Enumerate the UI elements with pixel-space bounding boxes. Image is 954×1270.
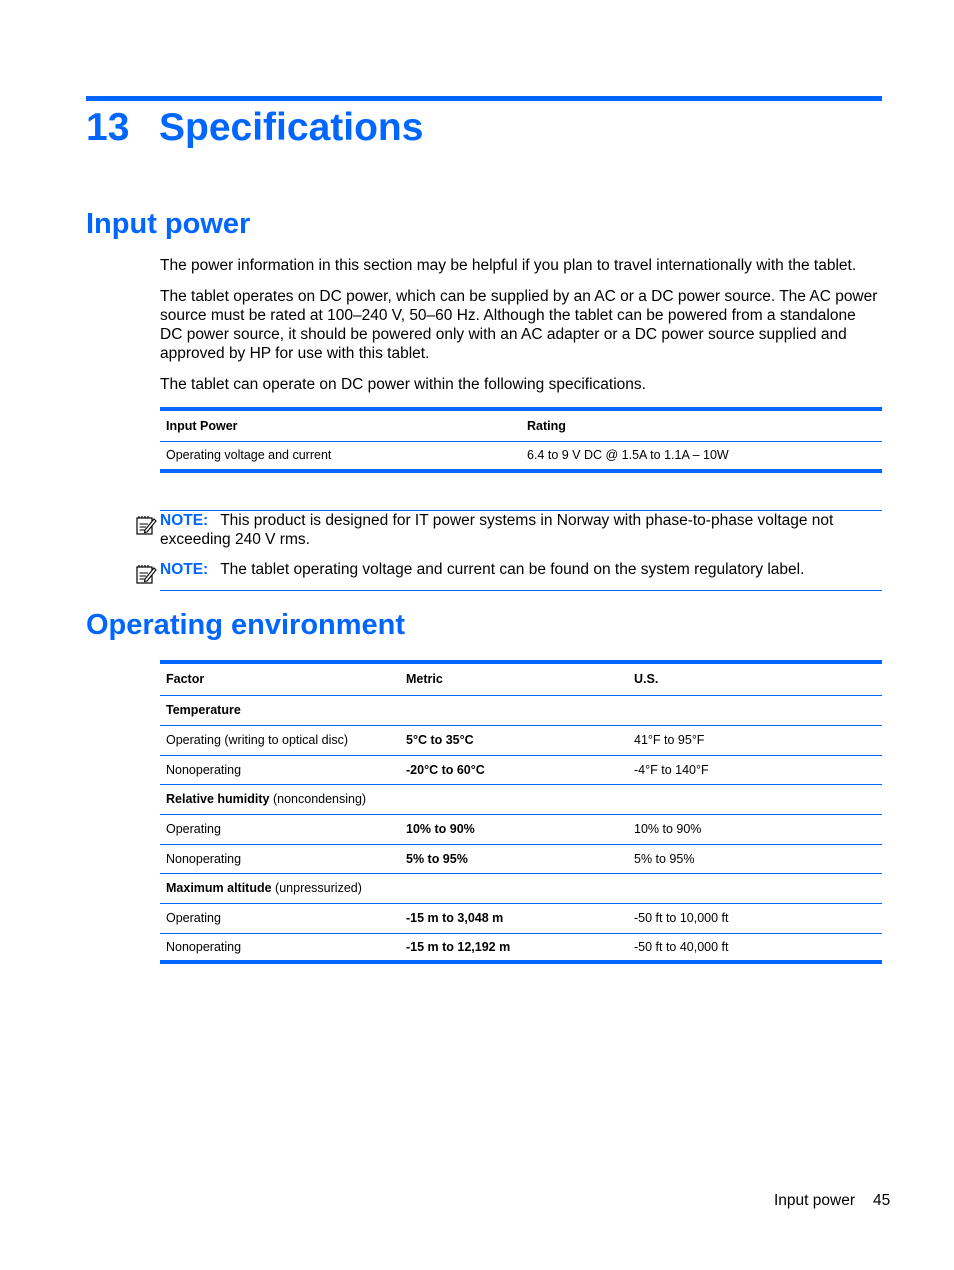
table-cell-us: 10% to 90% [628,814,882,844]
chapter-title [86,106,423,150]
group-cell [160,784,882,814]
group-qualifier: (unpressurized) [271,881,362,895]
table-cell: Operating [160,814,400,844]
column-header: Input Power [160,409,521,441]
group-qualifier: (noncondensing) [269,792,367,806]
table-header-row [160,662,882,695]
group-title: Temperature [166,703,241,717]
note-label: NOTE: [160,561,209,578]
column-header: Metric [400,662,628,695]
table-cell: Nonoperating [166,939,242,954]
column-header: U.S. [628,662,882,695]
table-cell: Operating voltage and current [166,448,332,463]
input-power-table [160,407,882,473]
group-row [160,784,882,814]
column-header: Factor [160,662,400,695]
table-row [160,933,882,962]
table-cell-us: -4°F to 140°F [628,755,882,784]
table-cell: Operating (writing to optical disc) [160,725,400,755]
table-cell-us: 41°F to 95°F [628,725,882,755]
table-cell-metric: 10% to 90% [400,814,628,844]
page-footer [774,1192,890,1210]
table-cell-metric: 5% to 95% [400,844,628,873]
note-text: The tablet operating voltage and current can be found on the system regulatory label. [220,561,805,578]
note-pad-icon [135,514,157,536]
table-header-row [160,409,882,441]
table-cell-us: -50 ft to 10,000 ft [628,903,882,933]
note [130,560,882,579]
chapter-rule [86,96,882,101]
note-label: NOTE: [160,512,209,529]
group-cell [160,695,882,725]
footer-section: Input power [774,1192,855,1209]
section-heading-operating-environment: Operating environment [86,609,406,641]
chapter-title-text: Specifications [159,106,424,149]
paragraph: The power information in this section may be helpful if you plan to travel internationally with the tablet. [160,257,857,274]
note-rule [160,590,882,591]
table-cell: 6.4 to 9 V DC @ 1.5A to 1.1A – 10W [527,448,729,463]
table-cell-metric: -15 m to 12,192 m [406,939,511,954]
group-row [160,695,882,725]
column-header: Rating [521,409,882,441]
group-row [160,873,882,903]
table-cell-us: -50 ft to 40,000 ft [634,939,729,954]
note [130,511,882,549]
table-cell-metric: -20°C to 60°C [400,755,628,784]
page-number: 45 [873,1192,891,1209]
table-cell-us: 5% to 95% [628,844,882,873]
table-cell: Operating [160,903,400,933]
table-row [160,903,882,933]
table-cell-metric: -15 m to 3,048 m [400,903,628,933]
table-cell-metric: 5°C to 35°C [400,725,628,755]
chapter-number: 13 [86,106,130,149]
table-cell: Nonoperating [160,755,400,784]
table-row [160,725,882,755]
table-cell: Nonoperating [160,844,400,873]
paragraph: The tablet can operate on DC power within the following specifications. [160,376,646,393]
note-text: This product is designed for IT power systems in Norway with phase-to-phase voltage not exceeding 240 V rms. [160,512,834,548]
paragraph: The tablet operates on DC power, which can be supplied by an AC or a DC power source. The AC power source must be rated at 100–240 V, 50–60 Hz. Although the tablet can be powered from a standalone DC power source, it should be powered only with an AC adapter or a DC power source supplied and approved by HP for use with this tablet. [160,288,878,362]
operating-environment-table [160,660,882,964]
note-pad-icon [135,563,157,585]
group-title: Maximum altitude [166,881,272,895]
table-row [160,814,882,844]
table-row [160,755,882,784]
table-row [160,441,882,471]
group-title: Relative humidity [166,792,270,806]
group-cell [160,873,882,903]
table-row [160,844,882,873]
section-heading-input-power: Input power [86,208,251,240]
